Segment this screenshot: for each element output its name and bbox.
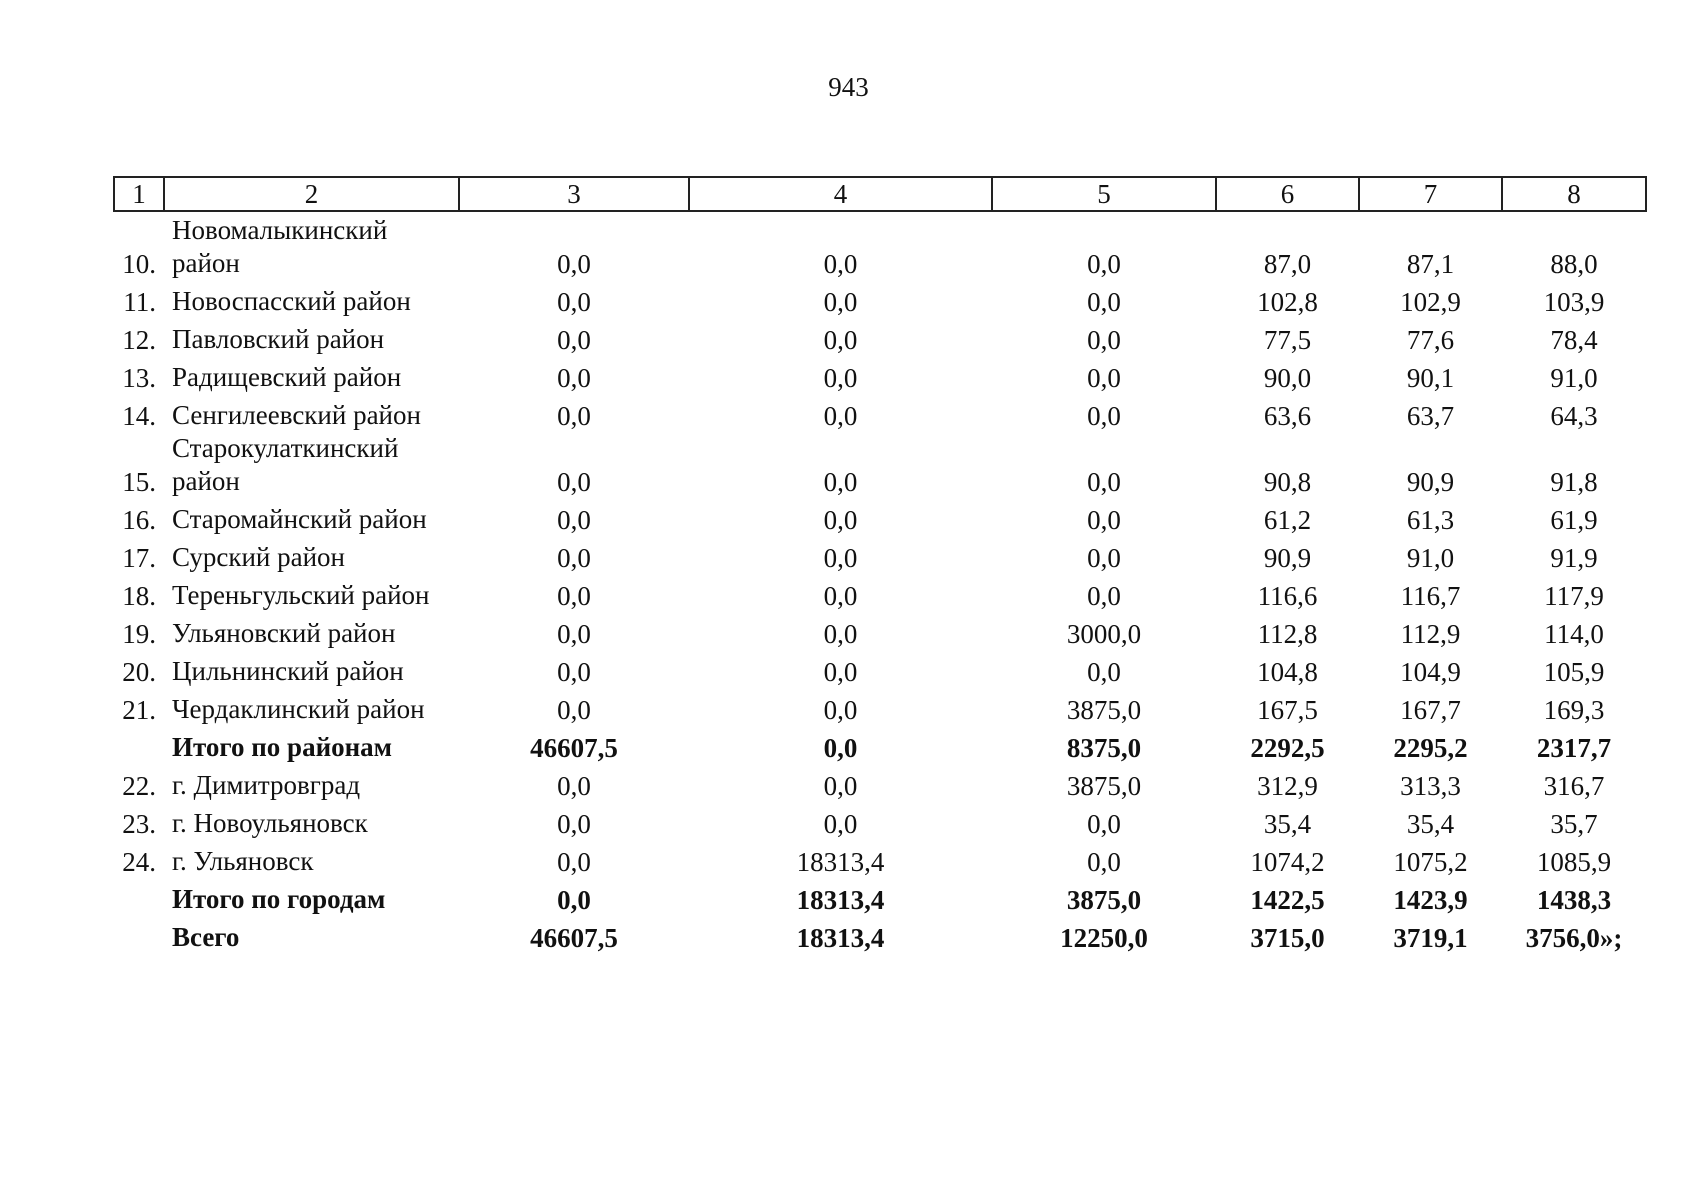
table-header [114,177,1646,211]
row-number [114,878,164,916]
row-name: Цильнинский район [172,656,404,686]
value-col-6: 87,0 [1263,249,1312,279]
value-col-8: 1085,9 [1536,847,1612,877]
row-name: Старокулаткинский район [172,433,399,496]
row-name: г. Ульяновск [172,846,314,876]
row-number: 14. [122,401,156,431]
value-col-8: 114,0 [1544,619,1604,649]
row-name: Новоспасский район [172,286,411,316]
header-col-3: 3 [459,177,689,211]
value-col-8: 35,7 [1550,809,1598,839]
row-name: Ульяновский район [172,618,396,648]
value-col-4: 0,0 [823,505,858,535]
row-name: Сурский район [172,542,345,572]
value-col-4: 0,0 [823,771,858,801]
value-col-6: 77,5 [1263,325,1312,355]
value-col-8: 316,7 [1543,771,1605,801]
row-number: 20. [122,657,156,687]
row-number: 24. [122,847,156,877]
value-col-5: 0,0 [1087,363,1121,393]
row-number: 21. [122,695,156,725]
value-col-3: 0,0 [557,467,591,497]
value-col-5: 0,0 [1087,809,1121,839]
table-row [114,612,1646,650]
value-col-6: 102,8 [1257,287,1318,317]
row-number: 16. [122,505,156,535]
header-col-6: 6 [1216,177,1359,211]
value-col-7: 1075,2 [1393,847,1468,877]
value-col-7: 104,9 [1400,657,1461,687]
value-col-5: 0,0 [1087,543,1121,573]
header-col-5: 5 [992,177,1216,211]
value-col-5: 0,0 [1087,505,1121,535]
header-col-7: 7 [1359,177,1502,211]
row-number: 19. [122,619,156,649]
value-col-5: 3875,0 [1066,885,1142,915]
row-number: 10. [122,249,156,279]
value-col-7: 90,1 [1406,363,1455,393]
header-col-4: 4 [689,177,992,211]
header-col-2: 2 [164,177,459,211]
value-col-4: 0,0 [823,401,858,431]
value-col-8: 91,9 [1550,543,1598,573]
value-col-6: 104,8 [1257,657,1318,687]
value-col-5: 3875,0 [1066,771,1142,801]
table-total-row [114,916,1646,954]
row-name: Тереньгульский район [172,580,430,610]
value-col-8: 88,0 [1550,249,1598,279]
value-col-8: 105,9 [1543,657,1605,687]
value-col-6: 63,6 [1263,401,1312,431]
value-col-4: 18313,4 [796,847,885,877]
value-col-4: 0,0 [823,619,858,649]
row-name: г. Димитровград [172,770,361,800]
table-row [114,764,1646,802]
value-col-4: 0,0 [823,287,858,317]
value-col-6: 116,6 [1257,581,1318,611]
budget-table [113,176,1647,954]
value-col-6: 167,5 [1257,695,1318,725]
value-col-5: 3875,0 [1066,695,1142,725]
value-col-3: 0,0 [557,401,591,431]
value-col-5: 0,0 [1087,325,1121,355]
value-col-6: 35,4 [1263,809,1312,839]
table-row [114,650,1646,688]
table-row [114,318,1646,356]
table-body [114,211,1646,954]
value-col-5: 0,0 [1087,581,1121,611]
value-col-8: 61,9 [1550,505,1598,535]
table-row [114,356,1646,394]
value-col-6: 3715,0 [1250,923,1325,953]
header-col-1: 1 [114,177,164,211]
row-number: 13. [122,363,156,393]
value-col-3: 46607,5 [530,923,618,953]
value-col-3: 0,0 [557,771,591,801]
value-col-3: 0,0 [557,505,591,535]
value-col-4: 18313,4 [796,885,885,915]
row-number: 18. [122,581,156,611]
value-col-7: 91,0 [1406,543,1455,573]
table-row [114,280,1646,318]
table-row [114,211,1646,280]
value-col-6: 90,9 [1263,543,1312,573]
row-name: Итого по районам [172,732,393,762]
row-number: 22. [122,771,156,801]
value-col-3: 0,0 [557,287,591,317]
value-col-5: 8375,0 [1066,733,1142,763]
value-col-4: 18313,4 [796,923,885,953]
value-col-3: 0,0 [557,543,591,573]
value-col-4: 0,0 [823,581,858,611]
value-col-4: 0,0 [823,695,858,725]
row-number: 17. [122,543,156,573]
value-col-3: 0,0 [557,885,591,915]
value-col-5: 12250,0 [1060,923,1148,953]
table-row [114,574,1646,612]
value-col-3: 0,0 [557,657,591,687]
value-col-5: 0,0 [1087,287,1121,317]
value-col-7: 116,7 [1400,581,1461,611]
row-name: Радищевский район [172,362,402,392]
value-col-8: 117,9 [1544,581,1604,611]
value-col-4: 0,0 [823,363,858,393]
value-col-6: 1074,2 [1250,847,1325,877]
value-col-8: 2317,7 [1536,733,1612,763]
table-closing-mark: »; [1599,923,1623,953]
table-row [114,536,1646,574]
value-col-7: 77,6 [1406,325,1455,355]
value-col-3: 0,0 [557,809,591,839]
value-col-3: 46607,5 [530,733,618,763]
value-col-6: 90,0 [1263,363,1312,393]
header-row [114,177,1646,211]
row-name: Сенгилеевский район [172,400,421,430]
value-col-8: 1438,3 [1536,885,1612,915]
table-total-row [114,878,1646,916]
table-row [114,802,1646,840]
value-col-7: 63,7 [1406,401,1455,431]
value-col-4: 0,0 [823,733,858,763]
table-total-row [114,726,1646,764]
value-col-4: 0,0 [823,467,858,497]
value-col-5: 0,0 [1087,847,1121,877]
value-col-5: 0,0 [1087,401,1121,431]
row-number [114,916,164,954]
value-col-3: 0,0 [557,695,591,725]
row-name: Павловский район [172,324,385,354]
value-col-5: 0,0 [1087,657,1121,687]
value-col-3: 0,0 [557,581,591,611]
row-name: Старомайнский район [172,504,427,534]
value-col-8: 3756,0»; [1525,923,1623,953]
row-number: 23. [122,809,156,839]
value-col-4: 0,0 [823,325,858,355]
value-col-4: 0,0 [823,657,858,687]
page-number: 943 [828,72,869,102]
value-col-7: 1423,9 [1393,885,1468,915]
value-col-8: 78,4 [1550,325,1598,355]
row-name: Новомалыкинский район [172,215,388,278]
value-col-4: 0,0 [823,809,858,839]
value-col-3: 0,0 [557,619,591,649]
value-col-6: 312,9 [1257,771,1318,801]
value-col-8: 91,0 [1550,363,1598,393]
value-col-8: 103,9 [1543,287,1605,317]
value-col-5: 0,0 [1087,249,1121,279]
value-col-7: 90,9 [1406,467,1455,497]
value-col-6: 90,8 [1263,467,1312,497]
value-col-7: 61,3 [1406,505,1455,535]
row-name: Чердаклинский район [172,694,425,724]
row-number: 12. [122,325,156,355]
value-col-3: 0,0 [557,325,591,355]
value-col-8: 64,3 [1550,401,1598,431]
value-col-3: 0,0 [557,249,591,279]
value-col-5: 3000,0 [1066,619,1142,649]
value-col-6: 61,2 [1263,505,1312,535]
value-col-5: 0,0 [1087,467,1121,497]
row-number: 15. [122,467,156,497]
value-col-6: 1422,5 [1250,885,1325,915]
header-col-8: 8 [1502,177,1646,211]
value-col-7: 167,7 [1400,695,1461,725]
value-col-8: 91,8 [1550,467,1598,497]
value-col-6: 2292,5 [1250,733,1325,763]
row-name: г. Новоульяновск [172,808,368,838]
row-name: Всего [172,922,240,952]
table-row [114,394,1646,432]
value-col-7: 112,9 [1400,619,1461,649]
table-row [114,688,1646,726]
table-row [114,432,1646,498]
table-row [114,840,1646,878]
row-name: Итого по городам [172,884,386,914]
value-col-7: 87,1 [1406,249,1455,279]
value-col-3: 0,0 [557,847,591,877]
value-col-7: 35,4 [1406,809,1455,839]
row-number: 11. [123,287,156,317]
value-col-4: 0,0 [823,249,858,279]
value-col-7: 2295,2 [1393,733,1468,763]
value-col-7: 313,3 [1400,771,1461,801]
table-row [114,498,1646,536]
row-number [114,726,164,764]
value-col-7: 3719,1 [1393,923,1468,953]
value-col-7: 102,9 [1400,287,1461,317]
value-col-3: 0,0 [557,363,591,393]
value-col-4: 0,0 [823,543,858,573]
value-col-8: 169,3 [1543,695,1605,725]
value-col-6: 112,8 [1257,619,1318,649]
